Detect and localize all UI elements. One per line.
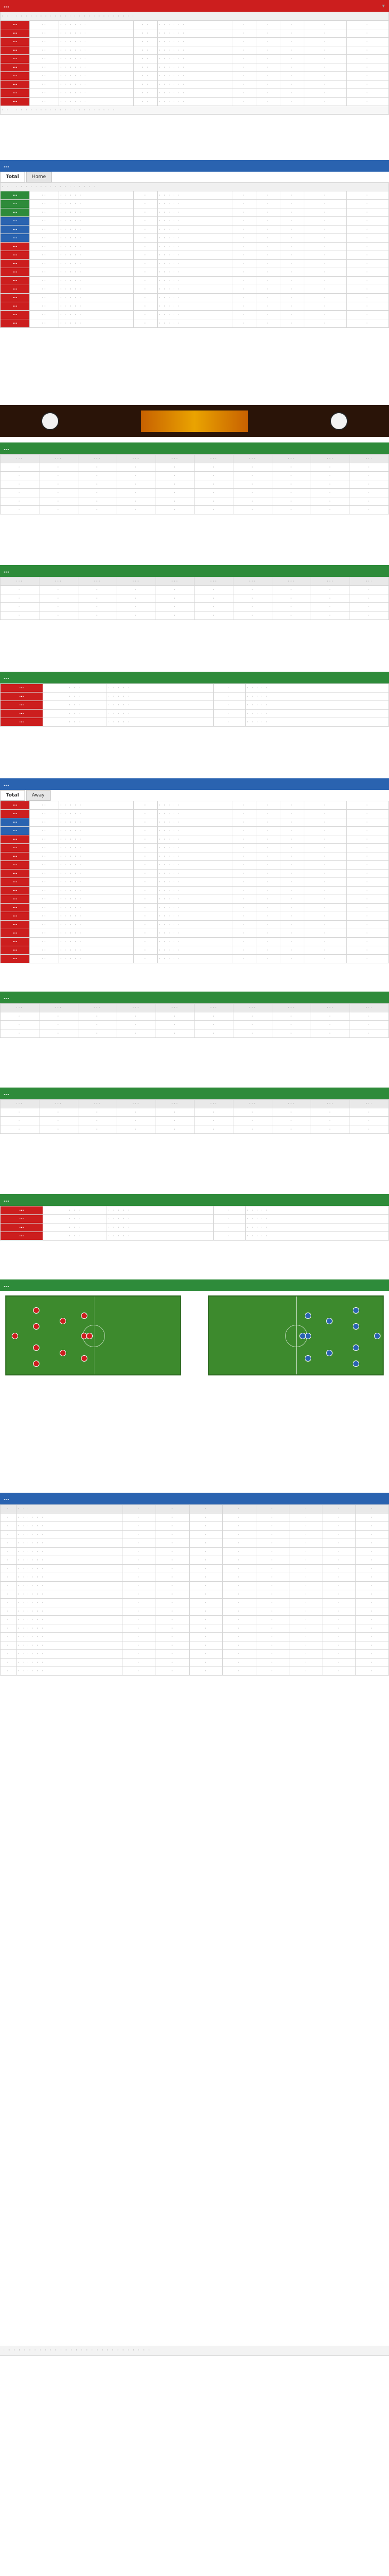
h2h-section: [0, 0, 389, 160]
table-row[interactable]: ··· ·· · · · · · · · · · · · · · · · · · · ·: [1, 89, 389, 98]
away-upcoming-header: [0, 1194, 389, 1206]
home-stats-table: ··· ··· ··· ··· ··· ··· ··· ··· ··· ··· · · · · · · · · · · · · · · · · · · · · · · · · · · · · · · · · · · · · · · · · · · · · · · · · · · · · · · · · · · · ·: [0, 454, 389, 514]
home-recent-table: · · · · · · · · · · · · · · · · · · · · ··· ·· · · · · · · · · · · · · · · · · ··· ·· · · · · · · · · · · · · · · · · ··· ·· · · · · · · · · · · · · · · · · ··· ·· · · · · · · · · · · · · · · · · ··· ·· · · · · · · · · · · · · · · · · ··· ·· · · · · · · · · · · · · · · · · ··· ·· · · · · · · · · · · · · · · · · ··· ·· · · · · · · · · · · · · · · · · ··· ·· · · · · · · · · · · · · · · · · ··· ·· · · · · · · · · · · · · · · · · ··· ·· · · · · · · · · · · · · · · · · ··· ·· · · · · · · · · · · · · · · · · ··· ·· · · · · · · · · · · · · · · · · ··· ·· · · · · · · · · · · · · · · · · ··· ·· · · · · · · · · · · · · · · · · ··· ·· · · · · · · · · · · · · · · · ·: [0, 182, 389, 328]
tab-total-away[interactable]: Total: [0, 790, 25, 801]
lineups-section: [0, 1279, 389, 1471]
home-stats-section: [0, 442, 389, 565]
lineups-title: ...: [3, 1282, 10, 1289]
lineups-header: [0, 1279, 389, 1291]
soccer-ball-icon: [41, 412, 59, 430]
standings-section: [0, 1493, 389, 2292]
ad-banner[interactable]: [0, 405, 389, 437]
home-upcoming-section: [0, 672, 389, 773]
banner-graphic: [141, 410, 248, 432]
h2h-title: ...: [3, 3, 10, 9]
home-recent-header: [0, 160, 389, 172]
home-odds-header: [0, 565, 389, 577]
tab-total[interactable]: Total: [0, 172, 25, 182]
home-upcoming-header: [0, 672, 389, 683]
home-upcoming-table: ··· · · · · · · · · · · · · · · ··· · · · · · · · · · · · · · · ··· · · · · · · · · · · · · · · ··· · · · · · · · · · · · · · · ··· · · · · · · · · · · · · · ·: [0, 683, 389, 727]
away-upcoming-section: [0, 1194, 389, 1269]
away-recent-section: [0, 778, 389, 986]
table-row[interactable]: ··· ·· · · · · · · · · · · · · · · · · · · ·: [1, 72, 389, 80]
home-recent-section: [0, 160, 389, 363]
table-row[interactable]: ··· ·· · · · · · · · · · · · · · · · · · · ·: [1, 29, 389, 38]
table-row[interactable]: ··· ·· · · · · · · · · · · · · · · · · · · ·: [1, 80, 389, 89]
away-odds-table: ··· ··· ··· ··· ··· ··· ··· ··· ··· ··· · · · · · · · · · · · · · · · · · · · · · · · · · · · · · ·: [0, 1099, 389, 1134]
home-odds-table: ··· ··· ··· ··· ··· ··· ··· ··· ··· ··· · · · · · · · · · · · · · · · · · · · · · · · · · · · · · · · · · · · · · · · ·: [0, 577, 389, 620]
away-recent-title: ...: [3, 781, 10, 787]
tab-away[interactable]: Away: [26, 790, 51, 801]
home-stats-title: ...: [3, 445, 10, 452]
tab-home[interactable]: Home: [26, 172, 52, 182]
standings-title: ...: [3, 1495, 10, 1502]
table-row[interactable]: ··· ·· · · · · · · · · · · · · · · · · · · ·: [1, 63, 389, 72]
soccer-ball-icon: [330, 412, 348, 430]
away-stats-section: [0, 992, 389, 1088]
away-stats-header: [0, 992, 389, 1003]
home-lineup-pitch: [5, 1295, 181, 1375]
away-upcoming-title: ...: [3, 1197, 10, 1203]
away-odds-title: ...: [3, 1090, 10, 1097]
away-odds-header: [0, 1088, 389, 1099]
standings-table: · · · · · · · · · · · · · · · · · · · · · · · · · · · · · · · · · · · · · · · · · · · · · · · · · · · · · · · · · · · · · · · · · · · · · · · · · · · · · · · · · · · · · · · · · · · · · · · · · · · · · · · · · · · · · · · · · · · · · · · · · · · · · · · · · · · · · · · · · · · · · · · · · · · · · · · · · · · · · · · · · · · · · · · · · · · · · · · · · · · · · · · · · · · · · · · · · · · · · · · · · · · · · · · · · · · · · · · · · · · · · · · · · · · · · · · · · · · · · · · · · · · · · · · · · · · · · · · · · · · · · · · · · · · · · · · · · · · · · · · · · · · · · · · · · · · · · · · · ·: [0, 1504, 389, 1676]
h2h-header: ... ▾: [0, 0, 389, 12]
home-odds-section: [0, 565, 389, 672]
away-lineup-pitch: [208, 1295, 384, 1375]
away-odds-section: [0, 1088, 389, 1194]
away-recent-table: ··· ·· · · · · · · · · · · · · · · · · ··· ·· · · · · · · · · · · · · · · · · ··· ·· · · · · · · · · · · · · · · · · ··· ·· · · · · · · · · · · · · · · · · ··· ·· · · · · · · · · · · · · · · · · ··· ·· · · · · · · · · · · · · · · · · ··· ·· · · · · · · · · · · · · · · · · ··· ·· · · · · · · · · · · · · · · · · ··· ·· · · · · · · · · · · · · · · · · ··· ·· · · · · · · · · · · · · · · · · ··· ·· · · · · · · · · · · · · · · · · ··· ·· · · · · · · · · · · · · · · · · ··· ·· · · · · · · · · · · · · · · · · ··· ·· · · · · · · · · · · · · · · · · ··· ·· · · · · · · · · · · · · · · · · ··· ·· · · · · · · · · · · · · · · · · ··· ·· · · · · · · · · · · · · · · · · ··· ·· · · · · · · · · · · · · · · · · ··· ·· · · · · · · · · · · · · · · · ·: [0, 801, 389, 963]
table-row[interactable]: ··· ·· · · · · · · · · · · · · · · · · · · ·: [1, 38, 389, 46]
table-row[interactable]: ··· ·· · · · · · · · · · · · · · · · · · · ·: [1, 98, 389, 106]
h2h-table: · · · · · · · · · · · · · · · · · · · · · · · · · · · · ··· ·· · · · · · · · · · · · · · · · · · · · ··· ·· · · · · · · · · · · · · · · · · · · · ··· ·· · · · · · · · · · · · · · · · · · · · ··· ·· · · · · · · · · · · · · · · · · · · · ··· ·· · · · · · · · · · · · · · · · · · · · ··· ·· · · · · · · · · · · · · · · · · · · · ··· ·· · · · · · · · · · · · · · · · · · · · ··· ·· · · · · · · · · · · · · · · · · · · · ··· ·· · · · · · · · · · · · · · · · · · · · ··· ·· · · · · · · · · · · · · · · · · · · · · · · · · · · · · · · · · · · · · · · · · · · ·: [0, 12, 389, 115]
footer-bar: · · · · · · · · · · · · · · · · · · · · · · · · · · · · ·: [0, 2346, 389, 2356]
table-row[interactable]: ··· ·· · · · · · · · · · · · · · · · · · · ·: [1, 46, 389, 55]
home-odds-title: ...: [3, 568, 10, 574]
footer-section: [0, 2346, 389, 2559]
away-recent-header: [0, 778, 389, 790]
table-row[interactable]: ··· ·· · · · · · · · · · · · · · · · · · · ·: [1, 55, 389, 63]
home-stats-header: [0, 442, 389, 454]
table-row[interactable]: ··· ·· · · · · · · · · · · · · · · · · · · ·: [1, 21, 389, 29]
away-stats-table: ··· ··· ··· ··· ··· ··· ··· ··· ··· ··· · · · · · · · · · · · · · · · · · · · · · · · · · · · · · ·: [0, 1003, 389, 1038]
away-upcoming-table: ··· · · · · · · · · · · · · · · ··· · · · · · · · · · · · · · · ··· · · · · · · · · · · · · · · ··· · · · · · · · · · · · · · ·: [0, 1206, 389, 1241]
away-stats-title: ...: [3, 994, 10, 1001]
standings-header: [0, 1493, 389, 1504]
home-recent-title: ...: [3, 163, 10, 169]
home-upcoming-title: ...: [3, 674, 10, 681]
